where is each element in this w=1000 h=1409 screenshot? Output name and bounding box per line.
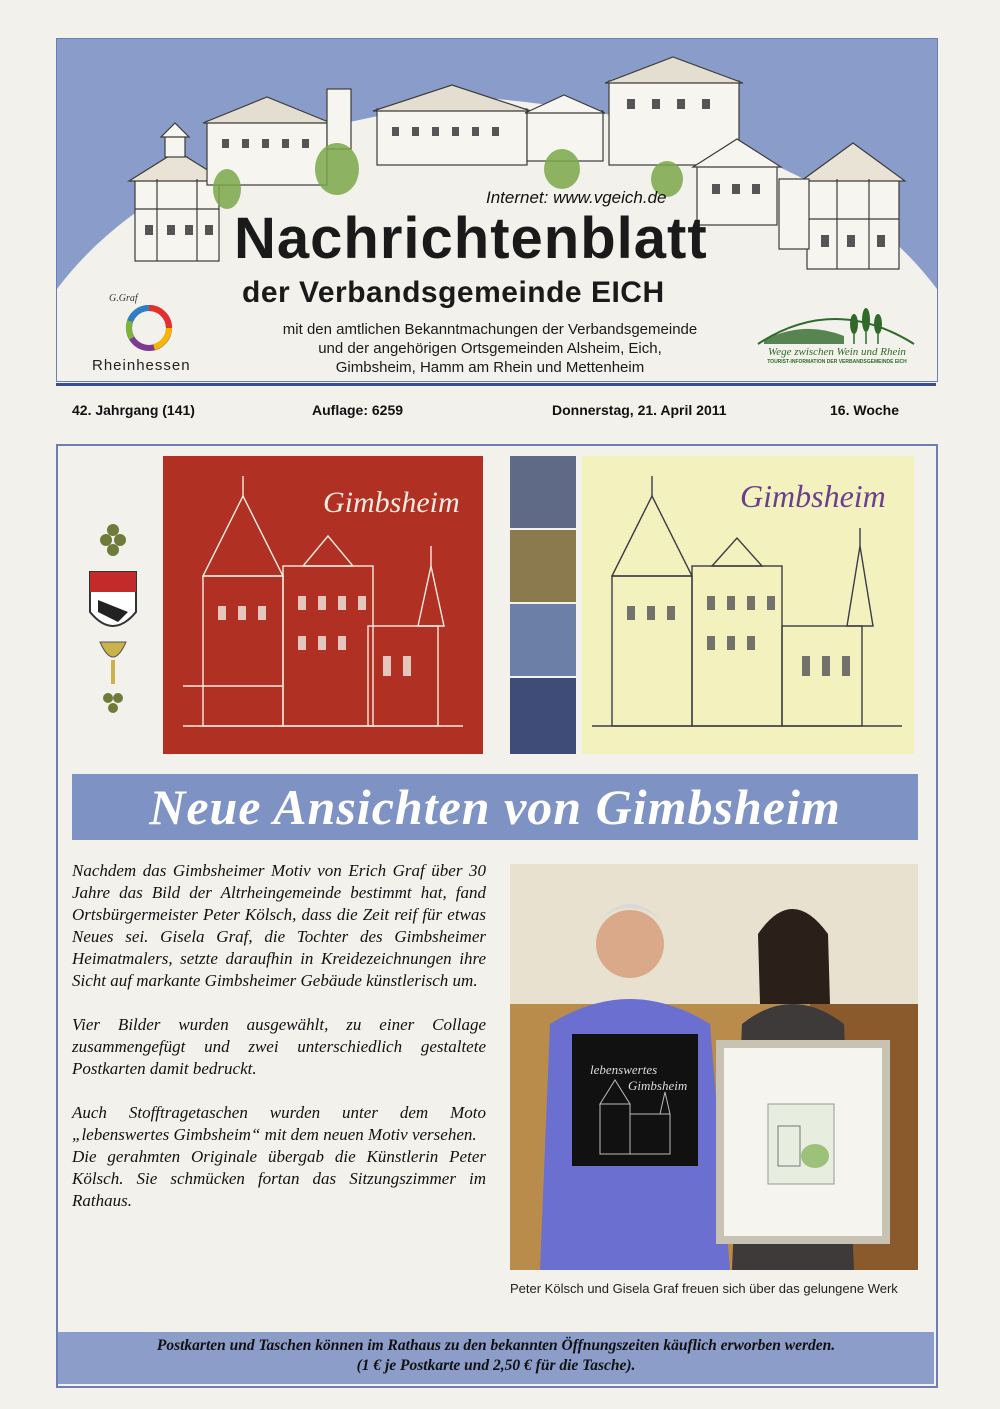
intro-line: mit den amtlichen Bekanntmachungen der Verbandsgemeinde — [282, 321, 698, 338]
photo-scene — [510, 864, 918, 1270]
rheinhessen-logo-icon — [124, 303, 174, 353]
strip-photo — [510, 678, 576, 754]
rheinhessen-logo-text: Rheinhessen — [92, 357, 191, 374]
coat-of-arms-icon — [78, 512, 148, 722]
newspaper-subtitle: der Verbandsgemeinde EICH — [242, 276, 665, 309]
issue-week: 16. Woche — [830, 402, 899, 418]
postcard-artwork-red — [163, 456, 483, 754]
circulation: Auflage: 6259 — [312, 402, 404, 418]
postcard-artwork-yellow — [582, 456, 914, 754]
tourist-info-logo-text: Wege zwischen Wein und Rhein — [768, 346, 906, 358]
issue-date: Donnerstag, 21. April 2011 — [552, 402, 727, 418]
footer-note — [58, 1336, 934, 1376]
intro-line: Gimbsheim, Hamm am Rhein und Mettenheim — [335, 359, 645, 376]
bag-text-1: lebenswertes — [590, 1062, 658, 1077]
svg-text:G.Graf: G.Graf — [109, 293, 138, 304]
article-body — [72, 860, 486, 1212]
yellow-postcard-title: Gimbsheim — [740, 478, 886, 514]
tourist-info-logo-subtext: TOURIST-INFORMATION DER VERBANDSGEMEINDE EICH — [767, 359, 907, 365]
newspaper-title: Nachrichtenblatt — [234, 206, 708, 271]
red-postcard-title: Gimbsheim — [323, 486, 460, 519]
article-headline: Neue Ansichten von Gimbsheim — [149, 779, 841, 835]
masthead-divider — [56, 383, 936, 386]
strip-photo — [510, 530, 576, 602]
photo-caption: Peter Kölsch und Gisela Graf freuen sich über das gelungene Werk — [510, 1281, 898, 1296]
strip-photo — [510, 456, 576, 528]
postcard-photo-strip — [510, 456, 576, 754]
volume-number: 42. Jahrgang (141) — [72, 402, 195, 418]
footer-line: (1 € je Postkarte und 2,50 € für die Tasche). — [356, 1357, 636, 1374]
article-paragraph: Vier Bilder wurden ausgewählt, zu einer Collage zusammengefügt und zwei unterschiedlich gestaltete Postkarten damit bedruckt. — [72, 1015, 486, 1078]
article-paragraph: Auch Stofftragetaschen wurden unter dem Moto „lebenswertes Gimbsheim“ mit dem neuen Motiv versehen. — [72, 1103, 486, 1144]
masthead-intro — [250, 320, 730, 377]
article-paragraph: Die gerahmten Originale übergab die Künstlerin Peter Kölsch. Sie schmücken fortan das Sitzungszimmer im Rathaus. — [72, 1147, 486, 1210]
article-photo — [510, 864, 918, 1270]
article-paragraph: Nachdem das Gimbsheimer Motiv von Erich Graf über 30 Jahre das Bild der Altrheingemeinde bestimmt hat, fand Ortsbürgermeister Peter Kölsch, dass die Zeit reif für etwas Neues sei. Gisela Graf, die Tochter des Gimbsheimer Heimatmalers, setzte daraufhin in Kreidezeichnungen ihre Sicht auf markante Gimbsheimer Gebäude künstlerisch um. — [72, 861, 486, 990]
website-url: Internet: www.vgeich.de — [486, 188, 667, 207]
strip-photo — [510, 604, 576, 676]
bag-text-2: Gimbsheim — [628, 1078, 688, 1093]
intro-line: und der angehörigen Ortsgemeinden Alsheim, Eich, — [318, 340, 662, 357]
footer-line: Postkarten und Taschen können im Rathaus zu den bekannten Öffnungszeiten käuflich erworben werden. — [156, 1337, 836, 1354]
